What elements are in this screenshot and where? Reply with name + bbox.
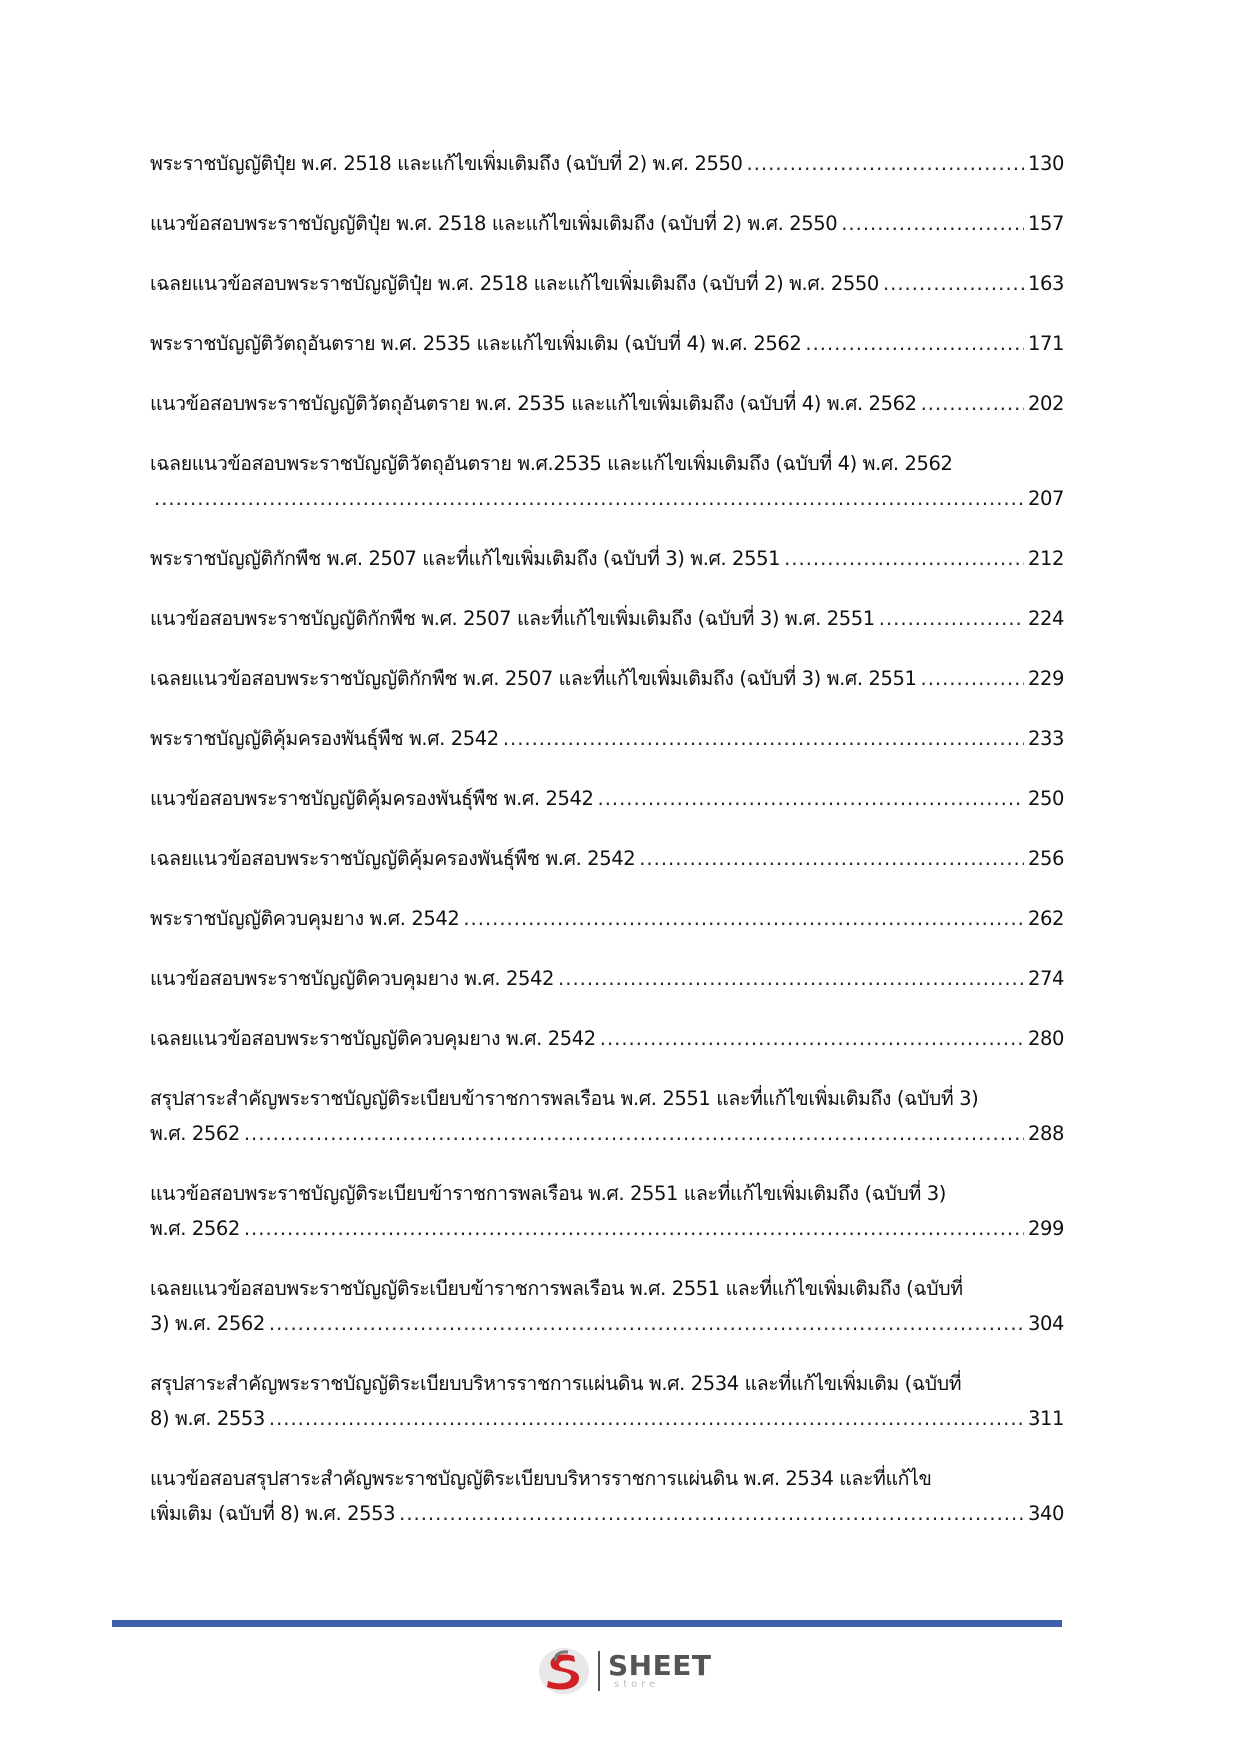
toc-entry-page-number: 311 [1027,1407,1064,1430]
toc-entry-title: พ.ศ. 2562 [150,1217,240,1240]
toc-entry-title-line: สรุปสาระสำคัญพระราชบัญญัติระเบียบข้าราชการพลเรือน พ.ศ. 2551 และที่แก้ไขเพิ่มเติมถึง (ฉบับที่ 3) [150,1087,979,1110]
toc-entry-title: เฉลยแนวข้อสอบพระราชบัญญัติปุ๋ย พ.ศ. 2518 และแก้ไขเพิ่มเติมถึง (ฉบับที่ 2) พ.ศ. 2550 [150,272,879,295]
toc-entry-page-number: 274 [1027,967,1064,990]
toc-entry-title: 8) พ.ศ. 2553 [150,1407,265,1430]
toc-entry[interactable] [150,326,1064,361]
toc-entry-row [150,1401,1064,1436]
toc-entry[interactable] [150,446,1064,516]
toc-entry[interactable] [150,901,1064,936]
toc-entry[interactable] [150,541,1064,576]
toc-entry-page-number: 207 [1027,487,1064,510]
dot-leader [503,721,1024,756]
toc-entry-title: 3) พ.ศ. 2562 [150,1312,265,1335]
toc-entry-row [150,541,1064,576]
toc-entry-row [150,326,1064,361]
toc-entry-row [150,1496,1064,1531]
dot-leader [841,206,1024,241]
toc-entry-page-number: 280 [1027,1027,1064,1050]
dot-leader [600,1021,1024,1056]
dot-leader [244,1211,1024,1246]
toc-entry-title: พระราชบัญญัติปุ๋ย พ.ศ. 2518 และแก้ไขเพิ่มเติมถึง (ฉบับที่ 2) พ.ศ. 2550 [150,152,743,175]
logo-subtitle: store [614,1679,660,1690]
sheet-store-s-logo-icon [538,1646,590,1696]
toc-entry-page-number: 262 [1027,907,1064,930]
toc-entry[interactable] [150,1461,1064,1531]
toc-entry[interactable] [150,661,1064,696]
dot-leader [921,386,1024,421]
toc-entry[interactable] [150,961,1064,996]
toc-entry-row [150,206,1064,241]
toc-entry-page-number: 340 [1027,1502,1064,1525]
toc-entry-page-number: 157 [1027,212,1064,235]
toc-entry-row [150,901,1064,936]
toc-entry[interactable] [150,721,1064,756]
dot-leader [154,481,1024,516]
toc-entry-title-line: เฉลยแนวข้อสอบพระราชบัญญัติระเบียบข้าราชการพลเรือน พ.ศ. 2551 และที่แก้ไขเพิ่มเติมถึง (ฉบับที่ [150,1277,963,1300]
toc-entry[interactable] [150,1021,1064,1056]
toc-entry-row [150,841,1064,876]
toc-entry-row [150,961,1064,996]
toc-entry[interactable] [150,601,1064,636]
toc-entry-title: เฉลยแนวข้อสอบพระราชบัญญัติควบคุมยาง พ.ศ. 2542 [150,1027,596,1050]
dot-leader [921,661,1024,696]
toc-entry-title: พระราชบัญญัติคุ้มครองพันธุ์พืช พ.ศ. 2542 [150,727,499,750]
toc-entry[interactable] [150,386,1064,421]
toc-entry[interactable] [150,1081,1064,1151]
logo-wordmark [608,1649,712,1690]
toc-entry-title: พระราชบัญญัติควบคุมยาง พ.ศ. 2542 [150,907,460,930]
toc-entry-page-number: 256 [1027,847,1064,870]
toc-entry-title-line: แนวข้อสอบพระราชบัญญัติระเบียบข้าราชการพลเรือน พ.ศ. 2551 และที่แก้ไขเพิ่มเติมถึง (ฉบับที่ 3) [150,1182,946,1205]
dot-leader [883,266,1024,301]
toc-entry-title-line: เฉลยแนวข้อสอบพระราชบัญญัติวัตถุอันตราย พ.ศ.2535 และแก้ไขเพิ่มเติมถึง (ฉบับที่ 4) พ.ศ. 2562 [150,452,953,475]
toc-entry-row [150,386,1064,421]
toc-entry-row [150,721,1064,756]
footer-divider [112,1620,1062,1627]
dot-leader [805,326,1024,361]
toc-entry[interactable] [150,146,1064,181]
toc-entry-page-number: 304 [1027,1312,1064,1335]
toc-entry-title: แนวข้อสอบพระราชบัญญัติปุ๋ย พ.ศ. 2518 และแก้ไขเพิ่มเติมถึง (ฉบับที่ 2) พ.ศ. 2550 [150,212,838,235]
toc-entry-title: แนวข้อสอบพระราชบัญญัติคุ้มครองพันธุ์พืช พ.ศ. 2542 [150,787,594,810]
toc-entry-row [150,661,1064,696]
toc-entry-title: พระราชบัญญัติกักพืช พ.ศ. 2507 และที่แก้ไขเพิ่มเติมถึง (ฉบับที่ 3) พ.ศ. 2551 [150,547,781,570]
toc-entry-title: เฉลยแนวข้อสอบพระราชบัญญัติคุ้มครองพันธุ์พืช พ.ศ. 2542 [150,847,636,870]
toc-entry-title-line: สรุปสาระสำคัญพระราชบัญญัติระเบียบบริหารราชการแผ่นดิน พ.ศ. 2534 และที่แก้ไขเพิ่มเติม (ฉบับที่ [150,1372,962,1395]
toc-entry-title: แนวข้อสอบพระราชบัญญัติกักพืช พ.ศ. 2507 และที่แก้ไขเพิ่มเติมถึง (ฉบับที่ 3) พ.ศ. 2551 [150,607,875,630]
dot-leader [639,841,1024,876]
dot-leader [784,541,1024,576]
toc-entry[interactable] [150,841,1064,876]
toc-entry-row [150,1021,1064,1056]
toc-entry-title: พระราชบัญญัติวัตถุอันตราย พ.ศ. 2535 และแก้ไขเพิ่มเติม (ฉบับที่ 4) พ.ศ. 2562 [150,332,802,355]
toc-entry-title: พ.ศ. 2562 [150,1122,240,1145]
toc-entry[interactable] [150,781,1064,816]
dot-leader [598,781,1024,816]
toc-entry-row [150,781,1064,816]
toc-entry-page-number: 250 [1027,787,1064,810]
toc-entry[interactable] [150,1366,1064,1436]
dot-leader [747,146,1024,181]
dot-leader [269,1401,1024,1436]
toc-entry-title-line: แนวข้อสอบสรุปสาระสำคัญพระราชบัญญัติระเบียบบริหารราชการแผ่นดิน พ.ศ. 2534 และที่แก้ไข [150,1467,932,1490]
toc-entry-page-number: 130 [1027,152,1064,175]
toc-entry-row [150,1306,1064,1341]
toc-entry-row [150,1116,1064,1151]
toc-entry-title: แนวข้อสอบพระราชบัญญัติควบคุมยาง พ.ศ. 2542 [150,967,555,990]
toc-entry[interactable] [150,1176,1064,1246]
table-of-contents [150,146,1064,1556]
toc-entry-page-number: 224 [1027,607,1064,630]
toc-entry-page-number: 288 [1027,1122,1064,1145]
toc-entry-row [150,601,1064,636]
toc-entry-title: เฉลยแนวข้อสอบพระราชบัญญัติกักพืช พ.ศ. 2507 และที่แก้ไขเพิ่มเติมถึง (ฉบับที่ 3) พ.ศ. 2551 [150,667,917,690]
footer-logo [538,1646,711,1696]
toc-entry-page-number: 299 [1027,1217,1064,1240]
dot-leader [558,961,1024,996]
toc-entry-row [150,146,1064,181]
dot-leader [399,1496,1024,1531]
toc-entry-page-number: 202 [1027,392,1064,415]
dot-leader [244,1116,1024,1151]
toc-entry-page-number: 212 [1027,547,1064,570]
dot-leader [269,1306,1024,1341]
logo-separator [598,1651,600,1691]
dot-leader [463,901,1024,936]
toc-entry-row [150,481,1064,516]
toc-entry[interactable] [150,206,1064,241]
logo-name: SHEET [608,1649,712,1682]
toc-entry[interactable] [150,1271,1064,1341]
toc-entry-page-number: 233 [1027,727,1064,750]
toc-entry-page-number: 163 [1027,272,1064,295]
toc-entry-title: แนวข้อสอบพระราชบัญญัติวัตถุอันตราย พ.ศ. 2535 และแก้ไขเพิ่มเติมถึง (ฉบับที่ 4) พ.ศ. 2562 [150,392,917,415]
toc-entry-page-number: 229 [1027,667,1064,690]
toc-entry-page-number: 171 [1027,332,1064,355]
dot-leader [879,601,1024,636]
toc-entry-title: เพิ่มเติม (ฉบับที่ 8) พ.ศ. 2553 [150,1502,396,1525]
toc-entry-row [150,266,1064,301]
toc-entry[interactable] [150,266,1064,301]
toc-entry-row [150,1211,1064,1246]
